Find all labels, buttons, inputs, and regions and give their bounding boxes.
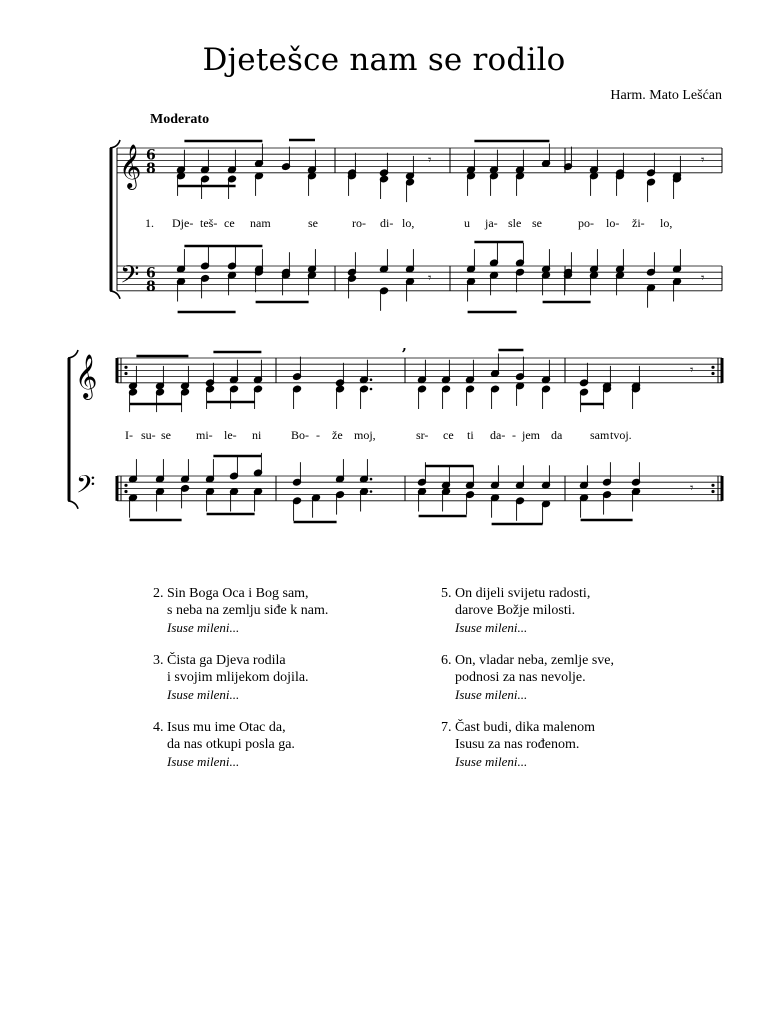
time-signature-numerator: 6 [146,265,156,282]
verse-number: 2. [153,586,164,601]
verse [441,719,614,770]
verse-number: 6. [441,653,452,668]
verse-refrain: Isuse mileni... [455,620,528,635]
staff-lines [117,148,722,501]
verse-number: 5. [441,586,452,601]
repeat-dot [711,372,714,375]
verse [441,652,614,703]
lyric-syllable: u [464,216,470,230]
repeat-dot [711,366,714,369]
lyric-syllable: nam [250,216,271,230]
lyric-syllable: ce [224,216,235,230]
verse-refrain: Isuse mileni... [167,754,240,769]
bracket-hook [110,291,120,299]
lyric-syllable: mi- [196,428,213,442]
lyric-syllable: jem [522,428,540,442]
bass-clef: 𝄢 [76,470,96,506]
eighth-rest: 𝄾 [701,271,705,287]
verse-refrain: Isuse mileni... [455,687,528,702]
verse-line: i svojim mlijekom dojila. [167,670,309,685]
verse-number: 4. [153,720,164,735]
verses-left [153,585,328,786]
lyric-syllable: - [316,428,320,442]
verse [153,719,328,770]
verse-line: podnosi za nas nevolje. [455,670,586,685]
repeat-dot [711,484,714,487]
lyric-syllable: ti [467,428,474,442]
verse-line: Čista ga Djeva rodila [167,653,286,668]
lyric-syllable: ži- [632,216,645,230]
eighth-rest: 𝄾 [690,363,694,379]
lyric-syllable: di- [380,216,394,230]
lyric-syllable: teš- [200,216,218,230]
note-dot [370,478,373,481]
notes [128,140,705,524]
lyric-syllable: Bo- [291,428,309,442]
lyric-syllable: da [551,428,563,442]
verse [441,585,614,636]
repeat-dot [124,490,127,493]
score-structure [68,140,722,509]
eighth-rest: 𝄾 [690,481,694,497]
verse-line: darove Božje milosti. [455,603,576,618]
eighth-rest: 𝄾 [428,153,432,169]
lyric-syllable: že [332,428,343,442]
lyric-syllable: tvoj. [610,428,632,442]
lyric-syllable: Dje- [172,216,194,230]
lyric-syllable: ce [443,428,454,442]
lyric-syllable: ja- [485,216,498,230]
eighth-rest: 𝄾 [428,271,432,287]
verse-refrain: Isuse mileni... [167,620,240,635]
lyric-syllable: lo, [660,216,673,230]
lyric-syllable: se [308,216,318,230]
lyric-syllable: le- [224,428,237,442]
lyric-syllable: lo- [606,216,620,230]
verse-line: On dijeli svijetu radosti, [455,586,591,601]
treble-clef: 𝄞 [119,143,142,188]
lyric-syllable: po- [578,216,594,230]
eighth-rest: 𝄾 [701,153,705,169]
verse-line: Sin Boga Oca i Bog sam, [167,586,309,601]
verse-number: 3. [153,653,164,668]
repeat-dot [124,484,127,487]
lyric-syllable: sam [590,428,610,442]
lyric-syllable: se [161,428,171,442]
note-dot [370,378,373,381]
verse-number: 7. [441,720,452,735]
lyric-syllable: - [512,428,516,442]
repeat-dot [711,490,714,493]
verse-line: da nas otkupi posla ga. [167,737,295,752]
bass-clef: 𝄢 [120,260,140,296]
tempo-marking: Moderato [150,112,210,127]
verse-line: On, vladar neba, zemlje sve, [455,653,614,668]
lyric-syllable: se [532,216,542,230]
lyric-syllable: su- [141,428,156,442]
note-dot [370,490,373,493]
verse-line: Isus mu ime Otac da, [167,720,286,735]
breath-mark: , [402,338,407,354]
verse-line: Isusu za nas rođenom. [455,737,580,752]
lyric-syllable: da- [490,428,506,442]
lyric-syllable: sle [508,216,522,230]
time-signature-numerator: 6 [146,147,156,164]
repeat-dot [124,372,127,375]
lyric-syllable: moj, [354,428,376,442]
lyric-syllable: lo, [402,216,415,230]
verse [153,585,328,636]
lyric-syllable: ro- [352,216,366,230]
verses-right [441,585,614,786]
lyric-syllable: ni [252,428,262,442]
verse [153,652,328,703]
time-signature-denominator: 8 [146,160,156,177]
repeat-dot [124,366,127,369]
lyric-syllable: sr- [416,428,429,442]
verse-number: 1. [145,216,154,230]
note-dot [370,388,373,391]
time-signature-denominator: 8 [146,278,156,295]
composer-credit: Harm. Mato Lešćan [610,88,722,103]
verse-refrain: Isuse mileni... [167,687,240,702]
treble-clef: 𝄞 [75,353,98,398]
verse-line: s neba na zemlju siđe k nam. [167,603,329,618]
lyric-syllable: I- [125,428,133,442]
verse-line: Čast budi, dika malenom [455,720,595,735]
verse-refrain: Isuse mileni... [455,754,528,769]
page-title: Djetešce nam se rodilo [202,42,566,78]
